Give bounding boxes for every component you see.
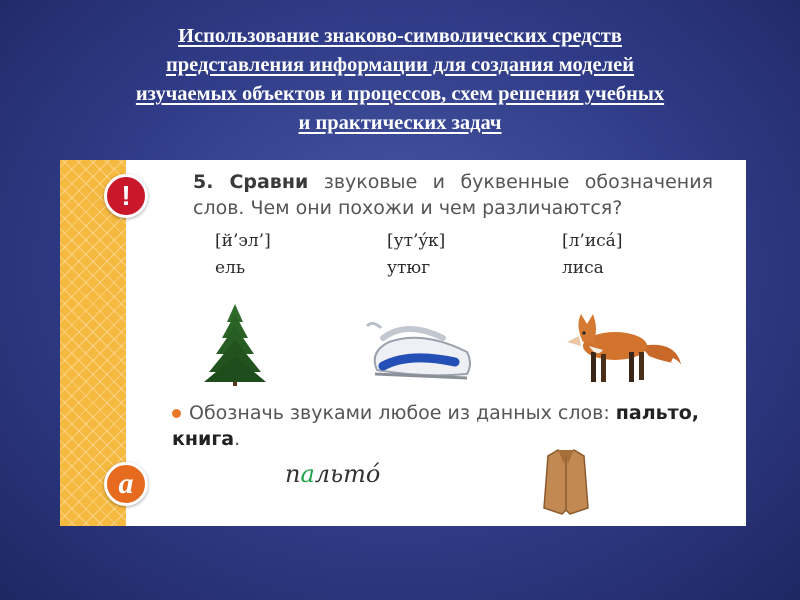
transcription: [л’исá] xyxy=(562,231,623,251)
title-line-4: и практических задач xyxy=(298,112,502,134)
task-5-text xyxy=(193,169,713,221)
handwritten-word xyxy=(285,460,380,488)
title-line-2: представления информации для создания моделей xyxy=(165,54,635,76)
task-2-words: пальто, книга xyxy=(172,402,699,450)
spelling: лиса xyxy=(562,258,604,278)
title-line-3: изучаемых объектов и процессов, схем решения учебных xyxy=(135,83,665,105)
letter-a-badge-icon: а xyxy=(104,462,148,506)
task-2-instruction: Обозначь звуками любое из данных слов: xyxy=(189,402,610,424)
handwriting-part-1: п xyxy=(285,460,301,488)
handwriting-part-3: ль xyxy=(314,460,344,488)
slide-title xyxy=(40,22,760,138)
task-instruction: звуковые и буквенные обозначения слов. Чем они похожи и чем различаются? xyxy=(193,171,713,219)
handwriting-part-2: а xyxy=(300,460,315,488)
bullet-dot-icon xyxy=(172,409,181,418)
task-2-end: . xyxy=(234,428,241,450)
word-card-fox xyxy=(562,228,622,282)
word-card-spruce xyxy=(215,228,271,282)
exclamation-badge-icon: ! xyxy=(104,174,148,218)
handwriting-part-4: то́ xyxy=(343,460,381,488)
spelling: утюг xyxy=(387,258,431,278)
task-number: 5. Сравни xyxy=(193,171,309,193)
textbook-page xyxy=(60,160,746,526)
word-card-iron xyxy=(387,228,445,282)
title-line-1: Использование знаково-символических средств xyxy=(178,25,622,47)
iron-picture xyxy=(363,312,475,384)
coat-picture xyxy=(542,446,590,518)
spruce-tree-picture xyxy=(200,300,270,388)
transcription: [й’эл’] xyxy=(215,231,271,251)
spelling: ель xyxy=(215,258,246,278)
transcription: [ут’ýк] xyxy=(387,231,446,251)
task-2-text xyxy=(172,400,712,452)
fox-picture xyxy=(563,306,683,390)
